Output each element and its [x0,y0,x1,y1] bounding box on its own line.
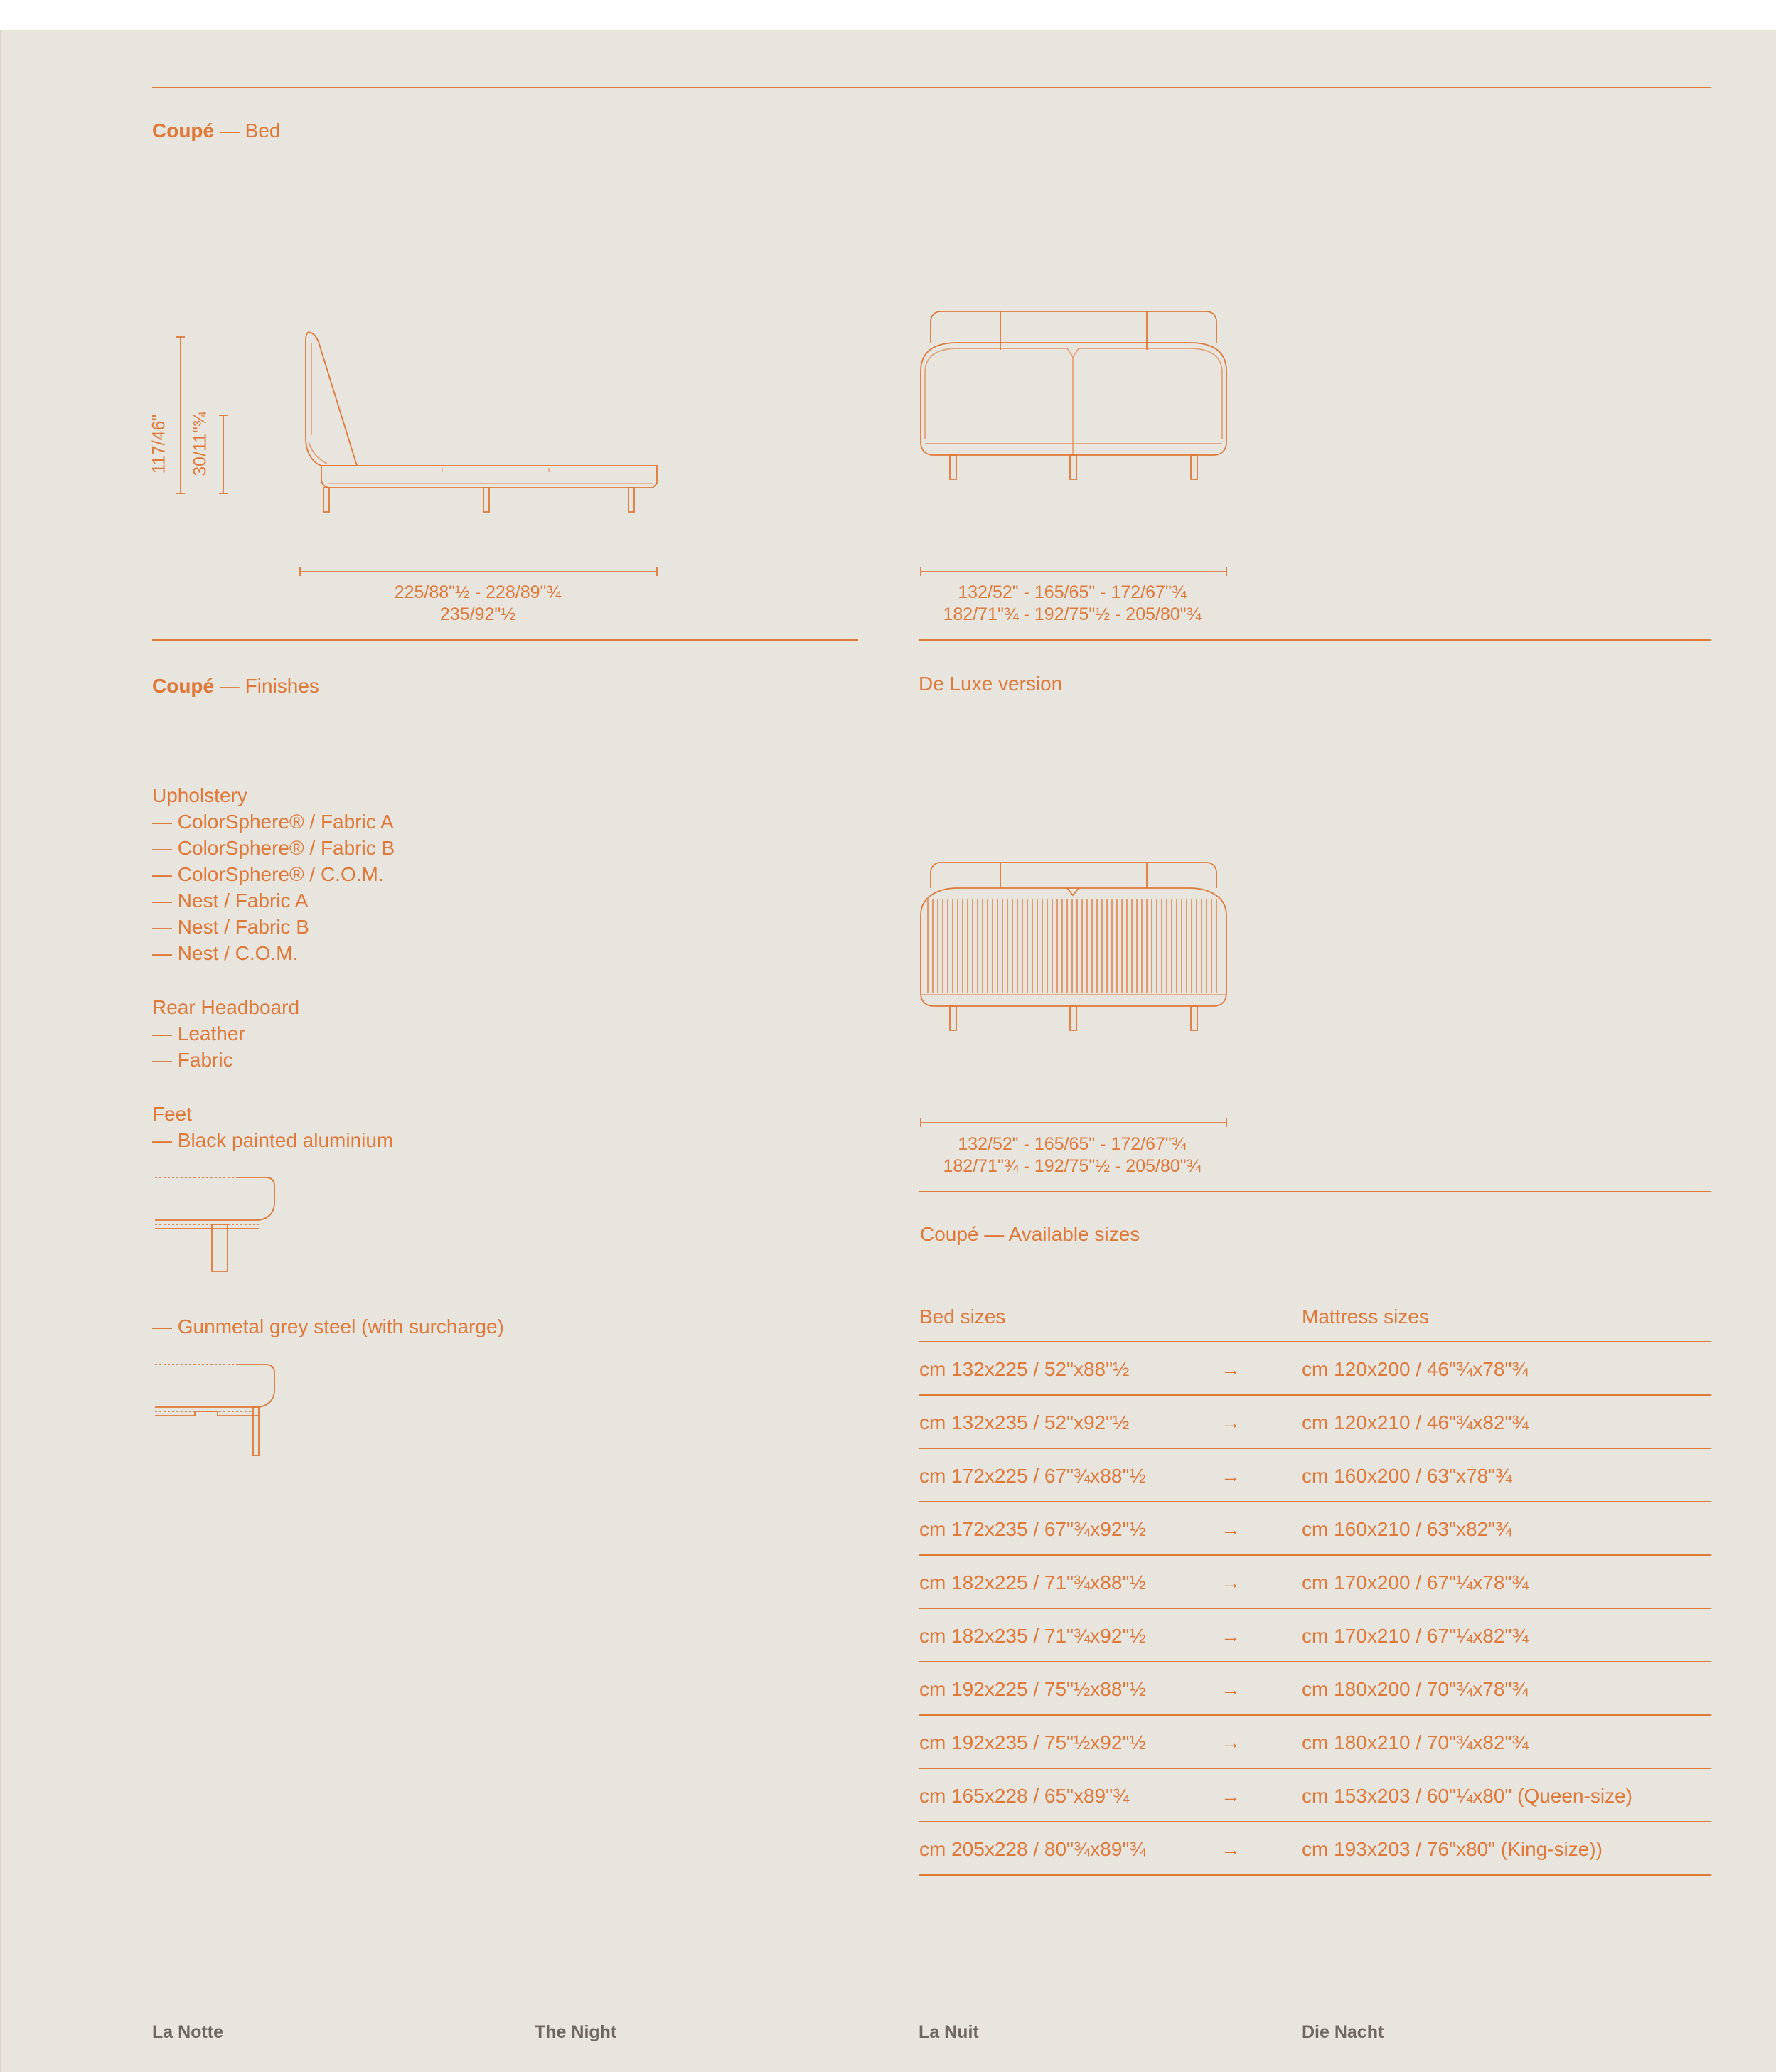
mattress-size-cell: cm 170x200 / 67"¼x78"¾ [1302,1571,1529,1593]
sizes-rule [919,1191,1711,1192]
bed-title-rest: — Bed [214,119,281,141]
feet-option-aluminium: — Black painted aluminium [152,1129,394,1151]
top-rule [152,87,1711,88]
upholstery-item: — Nest / Fabric A [152,890,309,912]
deluxe-bed-body [921,888,1226,1006]
mattress-size-cell: cm 160x200 / 63"x78"¾ [1302,1465,1512,1487]
arrow-icon: → [1221,1731,1241,1753]
sizes-title: Coupé — Available sizes [920,1223,1140,1245]
table-row [919,1342,1711,1396]
footer-english: The Night [535,2022,617,2042]
feet-group [152,1101,393,1153]
arrow-icon: → [1221,1625,1241,1647]
arrow-icon: → [1221,1518,1241,1540]
bed-size-cell: cm 192x225 / 75"½x88"½ [919,1678,1146,1700]
bed-size-cell: cm 132x235 / 52"x92"½ [919,1411,1130,1433]
leg-side-1 [323,488,329,512]
table-row [919,1769,1711,1822]
catalog-page [0,30,1776,2072]
dim-frame-height: 30/11"¾ [190,412,210,476]
finishes-title-brand: Coupé [152,675,215,697]
rear-headboard-group [152,994,299,1073]
deluxe-dim-width-2: 182/71"¾ - 192/75"½ - 205/80"¾ [943,1156,1202,1176]
footer-french: La Nuit [919,2022,979,2042]
arrow-icon: → [1221,1358,1241,1380]
mattress-size-cell: cm 160x210 / 63"x82"¾ [1302,1518,1512,1540]
feet-option-steel: — Gunmetal grey steel (with surcharge) [152,1315,504,1337]
deluxe-leg-3 [1191,1006,1197,1030]
mattress-size-cell: cm 153x203 / 60"¼x80" (Queen-size) [1302,1785,1633,1807]
rear-headboard-item: — Fabric [152,1049,233,1071]
footer-italian: La Notte [152,2022,223,2042]
arrow-icon: → [1221,1411,1241,1433]
bed-size-cell: cm 182x225 / 71"¾x88"½ [919,1571,1146,1593]
bed-size-cell: cm 165x228 / 65"x89"¾ [919,1785,1130,1807]
mattress-size-cell: cm 180x210 / 70"¾x82"¾ [1302,1731,1529,1753]
mattress-size-cell: cm 120x210 / 46"¾x82"¾ [1302,1411,1529,1433]
dim-length-line-1: 225/88"½ - 228/89"¾ [394,582,562,602]
dim-total-height: 117/46" [149,414,169,474]
deluxe-pleats [928,899,1216,993]
foot-aluminium-shape [212,1224,228,1271]
feet-title: Feet [152,1103,193,1125]
arrow-icon: → [1221,1465,1241,1487]
finishes-title-rest: — Finishes [214,675,319,697]
sizes-table-header [919,1296,1711,1342]
arrow-icon: → [1221,1838,1241,1860]
bed-size-cell: cm 192x235 / 75"½x92"½ [919,1731,1146,1753]
deluxe-dim-width-1: 132/52" - 165/65" - 172/67"¾ [958,1134,1187,1154]
finishes-title [152,673,319,699]
arrow-icon: → [1221,1785,1241,1807]
mattress-size-cell: cm 170x210 / 67"¼x82"¾ [1302,1625,1529,1647]
table-row [919,1396,1711,1449]
footer-german: Die Nacht [1302,2022,1384,2042]
front-dim-width-2: 182/71"¾ - 192/75"½ - 205/80"¾ [943,604,1202,624]
upholstery-group [152,782,395,966]
bed-body-front [921,343,1226,455]
upholstery-title: Upholstery [152,784,247,806]
leg-side-3 [628,488,634,512]
dim-length-line-2: 235/92"½ [439,604,516,624]
table-row [919,1822,1711,1876]
leg-side-2 [483,488,489,512]
deluxe-headboard-top [931,863,1216,888]
bed-frame-side [321,466,657,488]
arrow-icon: → [1221,1678,1241,1700]
deluxe-front-view-drawing [915,844,1242,1143]
table-row [919,1502,1711,1556]
upholstery-item: — ColorSphere® / Fabric B [152,837,395,859]
foot-steel-detail-drawing [152,1362,280,1461]
table-row [919,1662,1711,1716]
foot-steel-shape [253,1407,259,1456]
arrow-icon: → [1221,1571,1241,1593]
table-row [919,1449,1711,1502]
upholstery-item: — ColorSphere® / C.O.M. [152,863,384,885]
table-row [919,1556,1711,1609]
headboard-side [306,332,357,466]
headboard-top-front [931,311,1216,343]
rear-headboard-title: Rear Headboard [152,996,300,1018]
mattress-size-cell: cm 180x200 / 70"¾x78"¾ [1302,1678,1529,1700]
deluxe-leg-1 [950,1006,956,1030]
bed-section-title [152,118,281,144]
upholstery-item: — ColorSphere® / Fabric A [152,811,394,833]
table-row [919,1716,1711,1769]
leg-front-1 [950,455,956,479]
leg-front-3 [1191,455,1197,479]
upholstery-item: — Nest / Fabric B [152,916,309,938]
mattress-size-cell: cm 193x203 / 76"x80" (King-size)) [1302,1838,1603,1860]
foot-aluminium-detail-drawing [152,1175,280,1274]
bed-front-view-drawing [915,293,1242,592]
header-mattress-sizes: Mattress sizes [1302,1305,1429,1328]
sizes-table [919,1296,1711,1876]
bed-size-cell: cm 205x228 / 80"¾x89"¾ [919,1838,1146,1860]
header-bed-sizes: Bed sizes [919,1305,1006,1328]
mattress-size-cell: cm 120x200 / 46"¾x78"¾ [1302,1358,1529,1380]
bed-size-cell: cm 132x225 / 52"x88"½ [919,1358,1130,1380]
bed-title-brand: Coupé [152,119,215,141]
bed-size-cell: cm 182x235 / 71"¾x92"½ [919,1625,1146,1647]
deluxe-rule [919,639,1711,641]
table-row [919,1609,1711,1662]
upholstery-item: — Nest / C.O.M. [152,942,299,964]
leg-front-2 [1070,455,1076,479]
finishes-rule [152,639,858,641]
front-dim-width-1: 132/52" - 165/65" - 172/67"¾ [958,582,1187,602]
deluxe-title: De Luxe version [919,673,1063,695]
bed-size-cell: cm 172x225 / 67"¾x88"½ [919,1465,1146,1487]
deluxe-leg-2 [1070,1006,1076,1030]
bed-side-view-drawing [144,293,670,627]
bed-size-cell: cm 172x235 / 67"¾x92"½ [919,1518,1146,1540]
rear-headboard-item: — Leather [152,1022,245,1045]
